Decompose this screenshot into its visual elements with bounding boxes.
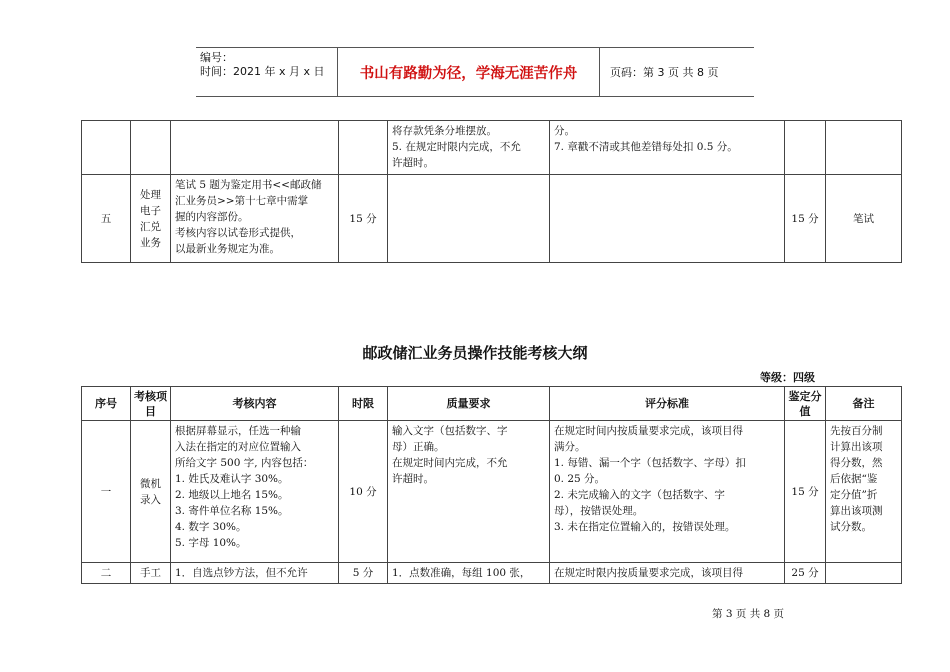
quality-cell xyxy=(388,175,550,263)
scoring-cell: 在规定时间内按质量要求完成，该项目得 满分。 1. 每错、漏一个字（包括数字、字母）扣 0. 25 分。 2. 未完成输入的文字（包括数字、字 母），按错误处理。 3. 未在指定位置输入的，按错误处理。 xyxy=(550,421,785,563)
table-row xyxy=(82,421,902,563)
table-header-row xyxy=(82,387,902,421)
seq-cell: 二 xyxy=(82,563,131,584)
scoring-cell: 在规定时限内按质量要求完成，该项目得 xyxy=(550,563,785,584)
scoring-cell: 分。 7. 章戳不清或其他差错每处扣 0.5 分。 xyxy=(550,121,785,175)
scoring-cell xyxy=(550,175,785,263)
header-content: 考核内容 xyxy=(171,387,339,421)
header-remark: 备注 xyxy=(826,387,902,421)
quality-cell: 将存款凭条分堆摆放。 5. 在规定时限内完成，不允 许超时。 xyxy=(388,121,550,175)
header-score: 鉴定分值 xyxy=(785,387,826,421)
level-label: 等级：四级 xyxy=(760,371,815,384)
header-time: 时限 xyxy=(339,387,388,421)
header-motto: 书山有路勤为径，学海无涯苦作舟 xyxy=(338,48,600,96)
number-label: 编号： xyxy=(200,51,233,64)
seq-cell: 一 xyxy=(82,421,131,563)
item-cell: 手工 xyxy=(131,563,171,584)
content-cell: 根据屏幕显示，任选一种输 入法在指定的对应位置输入 所给文字 500 字, 内容包括： 1. 姓氏及难认字 30%。 2. 地级以上地名 15%。 3. 寄件单位名称 15%。 4. 数字 30%。 5. 字母 10%。 xyxy=(171,421,339,563)
score-cell: 25 分 xyxy=(785,563,826,584)
seq-cell: 五 xyxy=(82,175,131,263)
page-footer: 第 3 页 共 8 页 xyxy=(712,608,785,620)
quality-cell: 输入文字（包括数字、字 母）正确。 在规定时间内完成，不允 许超时。 xyxy=(388,421,550,563)
remark-cell: 先按百分制 计算出该项 得分数，然 后依据“鉴 定分值”折 算出该项测 试分数。 xyxy=(826,421,902,563)
remark-cell xyxy=(826,121,902,175)
header-left xyxy=(196,48,338,96)
outline-title: 邮政储汇业务员操作技能考核大纲 xyxy=(362,344,588,362)
continuation-table xyxy=(81,120,902,263)
outline-table xyxy=(81,386,902,584)
content-cell: 笔试 5 题为鉴定用书<<邮政储 汇业务员>>第十七章中需掌 握的内容部份。 考核内容以试卷形式提供， 以最新业务规定为准。 xyxy=(171,175,339,263)
time-cell: 15 分 xyxy=(339,175,388,263)
header-page-label: 页码：第 3 页 共 8 页 xyxy=(610,66,719,79)
item-cell xyxy=(131,121,171,175)
content-cell: 1．自选点钞方法，但不允许 xyxy=(171,563,339,584)
remark-cell xyxy=(826,563,902,584)
header-quality: 质量要求 xyxy=(388,387,550,421)
remark-cell: 笔试 xyxy=(826,175,902,263)
header-seq: 序号 xyxy=(82,387,131,421)
table-row xyxy=(82,121,902,175)
header-item: 考核项目 xyxy=(131,387,171,421)
seq-cell xyxy=(82,121,131,175)
time-cell: 5 分 xyxy=(339,563,388,584)
page-header xyxy=(196,47,754,97)
time-cell xyxy=(339,121,388,175)
table-row xyxy=(82,175,902,263)
time-label: 时间：2021 年 x 月 x 日 xyxy=(200,65,325,78)
item-cell: 处理电子汇兑业务 xyxy=(131,175,171,263)
time-cell: 10 分 xyxy=(339,421,388,563)
header-scoring: 评分标准 xyxy=(550,387,785,421)
table-row xyxy=(82,563,902,584)
score-cell: 15 分 xyxy=(785,175,826,263)
score-cell xyxy=(785,121,826,175)
quality-cell: 1．点数准确，每组 100 张， xyxy=(388,563,550,584)
score-cell: 15 分 xyxy=(785,421,826,563)
content-cell xyxy=(171,121,339,175)
item-cell: 微机录入 xyxy=(131,421,171,563)
